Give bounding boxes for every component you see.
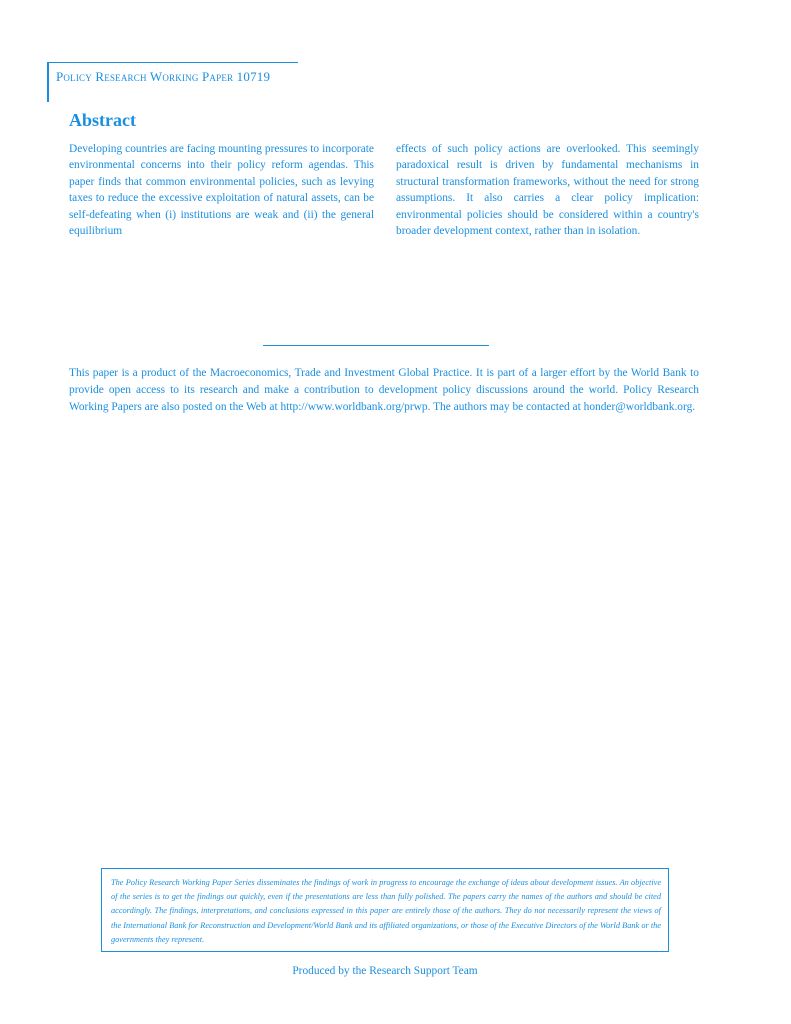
- abstract-column-left: Developing countries are facing mounting pressures to incorporate environmental concerns into their policy reform agendas. This paper finds that common environmental policies, such as levying taxes to reduce the excessive exploitation of natural assets, can be self-defeating when (i) institutions are weak and (ii) the general equilibrium: [69, 143, 374, 238]
- disclaimer-text: The Policy Research Working Paper Series disseminates the findings of work in progress to encourage the exchange of ideas about development issues. An objective of the series is to get the findings out quickly, even if the presentations are less than fully polished. The papers carry the names of the authors and should be cited accordingly. The findings, interpretations, and conclusions expressed in this paper are entirely those of the authors. They do not necessarily represent the views of the International Bank for Reconstruction and Development/World Bank and its affiliated organizations, or those of the Executive Directors of the World Bank or the governments they represent.: [111, 878, 661, 944]
- series-header: [47, 62, 298, 102]
- series-label: Policy Research Working Paper 10719: [56, 69, 271, 84]
- product-note: This paper is a product of the Macroeconomics, Trade and Investment Global Practice. It is part of a larger effort by the World Bank to provide open access to its research and make a contribution to development policy discussions around the world. Policy Research Working Papers are also posted on the Web at http://www.worldbank.org/prwp. The authors may be contacted at honder@worldbank.org.: [69, 367, 699, 413]
- section-divider: [263, 345, 489, 346]
- series-header-top-rule: [47, 62, 298, 63]
- abstract-column-right: effects of such policy actions are overlooked. This seemingly paradoxical result is driven by fundamental mechanisms in structural transformation frameworks, without the need for strong assumptions. It also carries a clear policy implication: environmental policies should be considered within a country's broader development context, rather than in isolation.: [396, 143, 699, 238]
- disclaimer-box: [101, 868, 669, 952]
- abstract-heading: Abstract: [69, 110, 136, 130]
- footer-credit: Produced by the Research Support Team: [292, 965, 478, 977]
- series-header-left-rule: [47, 62, 49, 102]
